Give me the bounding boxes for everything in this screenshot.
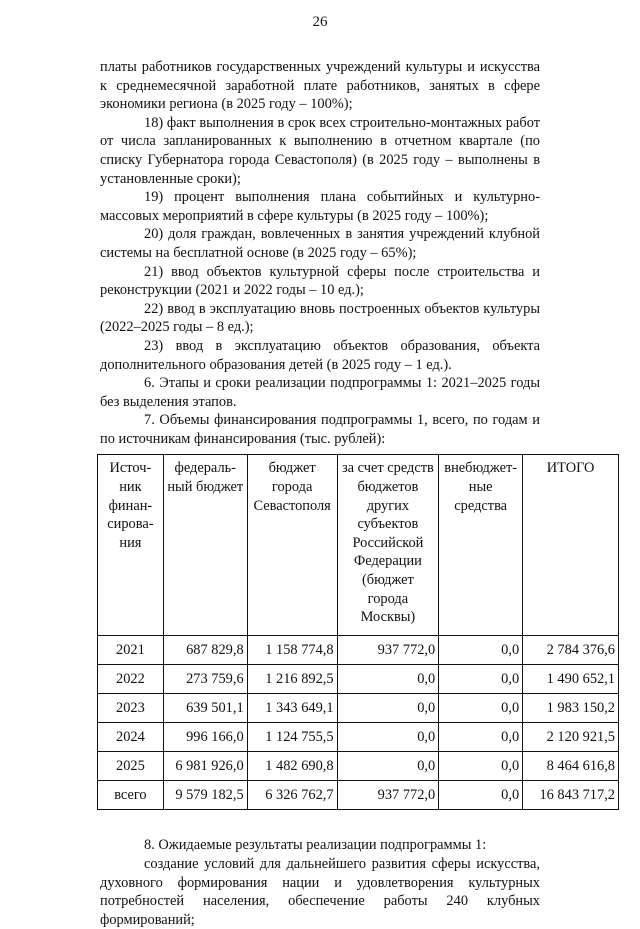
table-cell: 937 772,0 (337, 781, 439, 810)
table-row (98, 723, 619, 752)
table-cell-year: 2023 (98, 694, 164, 723)
table-cell-year: всего (98, 781, 164, 810)
table-cell-total: 2 784 376,6 (523, 636, 619, 665)
table-cell: 0,0 (439, 752, 523, 781)
list-item-22: 22) ввод в эксплуатацию вновь построенных объектов культуры (2022–2025 годы – 8 ед.); (100, 300, 540, 336)
list-item-18: 18) факт выполнения в срок всех строительно-монтажных работ от числа запланированных к выполнению в отчетном квартале (по списку Губернатора города Севастополя) (в 2025 году – выполнены в установленные сроки); (100, 114, 540, 187)
table-cell: 0,0 (439, 723, 523, 752)
document-body (100, 58, 615, 929)
table-row-total (98, 781, 619, 810)
table-cell-total: 2 120 921,5 (523, 723, 619, 752)
header-sevastopol-budget: бюджет города Севастополя (247, 455, 337, 636)
table-cell: 0,0 (439, 694, 523, 723)
paragraph: создание условий для дальнейшего развития сферы искусства, духовного формирования нации и удовлетворения культурных потребностей населения, обеспечение работы 240 клубных формирований; (100, 856, 540, 928)
table-cell: 0,0 (337, 694, 439, 723)
table-cell-total: 16 843 717,2 (523, 781, 619, 810)
table-row (98, 694, 619, 723)
header-total: ИТОГО (523, 455, 619, 636)
section-8-expected-results: 8. Ожидаемые результаты реализации подпрограммы 1: (144, 837, 487, 854)
table-cell: 9 579 182,5 (163, 781, 247, 810)
table-cell: 937 772,0 (337, 636, 439, 665)
financing-table (97, 454, 619, 810)
table-header-row (98, 455, 619, 636)
paragraph: платы работников государственных учреждений культуры и искусства к среднемесячной заработной плате работников, занятых в сфере экономики региона (в 2025 году – 100%); (100, 59, 540, 113)
table-cell-total: 8 464 616,8 (523, 752, 619, 781)
table-cell: 0,0 (439, 636, 523, 665)
header-extrabudgetary: внебюджет-ные средства (439, 455, 523, 636)
section-6-stages: 6. Этапы и сроки реализации подпрограммы 1: 2021–2025 годы без выделения этапов. (100, 375, 540, 410)
table-cell-year: 2024 (98, 723, 164, 752)
table-cell: 1 216 892,5 (247, 665, 337, 694)
table-cell: 996 166,0 (163, 723, 247, 752)
table-cell-year: 2022 (98, 665, 164, 694)
table-cell: 273 759,6 (163, 665, 247, 694)
table-cell: 0,0 (439, 781, 523, 810)
table-cell: 639 501,1 (163, 694, 247, 723)
list-item-20: 20) доля граждан, вовлеченных в занятия учреждений клубной системы на бесплатной основе (в 2025 году – 65%); (100, 226, 540, 261)
header-federal-budget: федераль-ный бюджет (163, 455, 247, 636)
table-cell: 1 158 774,8 (247, 636, 337, 665)
list-item-23: 23) ввод в эксплуатацию объектов образования, объекта дополнительного образования детей (в 2025 году – 1 ед.). (100, 337, 540, 373)
table-cell-total: 1 490 652,1 (523, 665, 619, 694)
table-cell: 687 829,8 (163, 636, 247, 665)
table-cell: 6 326 762,7 (247, 781, 337, 810)
table-cell: 0,0 (439, 665, 523, 694)
header-other-subjects-budget: за счет средств бюджетов других субъектов Российской Федерации (бюджет города Москвы) (337, 455, 439, 636)
list-item-21: 21) ввод объектов культурной сферы после строительства и реконструкции (2021 и 2022 годы – 10 ед.); (100, 263, 540, 299)
table-cell: 0,0 (337, 665, 439, 694)
table-cell: 1 482 690,8 (247, 752, 337, 781)
table-cell-total: 1 983 150,2 (523, 694, 619, 723)
table-row (98, 665, 619, 694)
table-cell: 1 343 649,1 (247, 694, 337, 723)
table-row (98, 752, 619, 781)
table-cell-year: 2021 (98, 636, 164, 665)
table-row (98, 636, 619, 665)
list-item-19: 19) процент выполнения плана событийных и культурно-массовых мероприятий в сфере культуры (в 2025 году – 100%); (100, 189, 540, 224)
page-number: 26 (312, 14, 328, 30)
table-cell: 0,0 (337, 752, 439, 781)
section-7-financing: 7. Объемы финансирования подпрограммы 1, всего, по годам и по источникам финансирования (тыс. рублей): (100, 412, 540, 447)
header-source: Источ-ник финан-сирова-ния (98, 455, 164, 636)
table-cell-year: 2025 (98, 752, 164, 781)
table-cell: 1 124 755,5 (247, 723, 337, 752)
table-cell: 6 981 926,0 (163, 752, 247, 781)
table-cell: 0,0 (337, 723, 439, 752)
